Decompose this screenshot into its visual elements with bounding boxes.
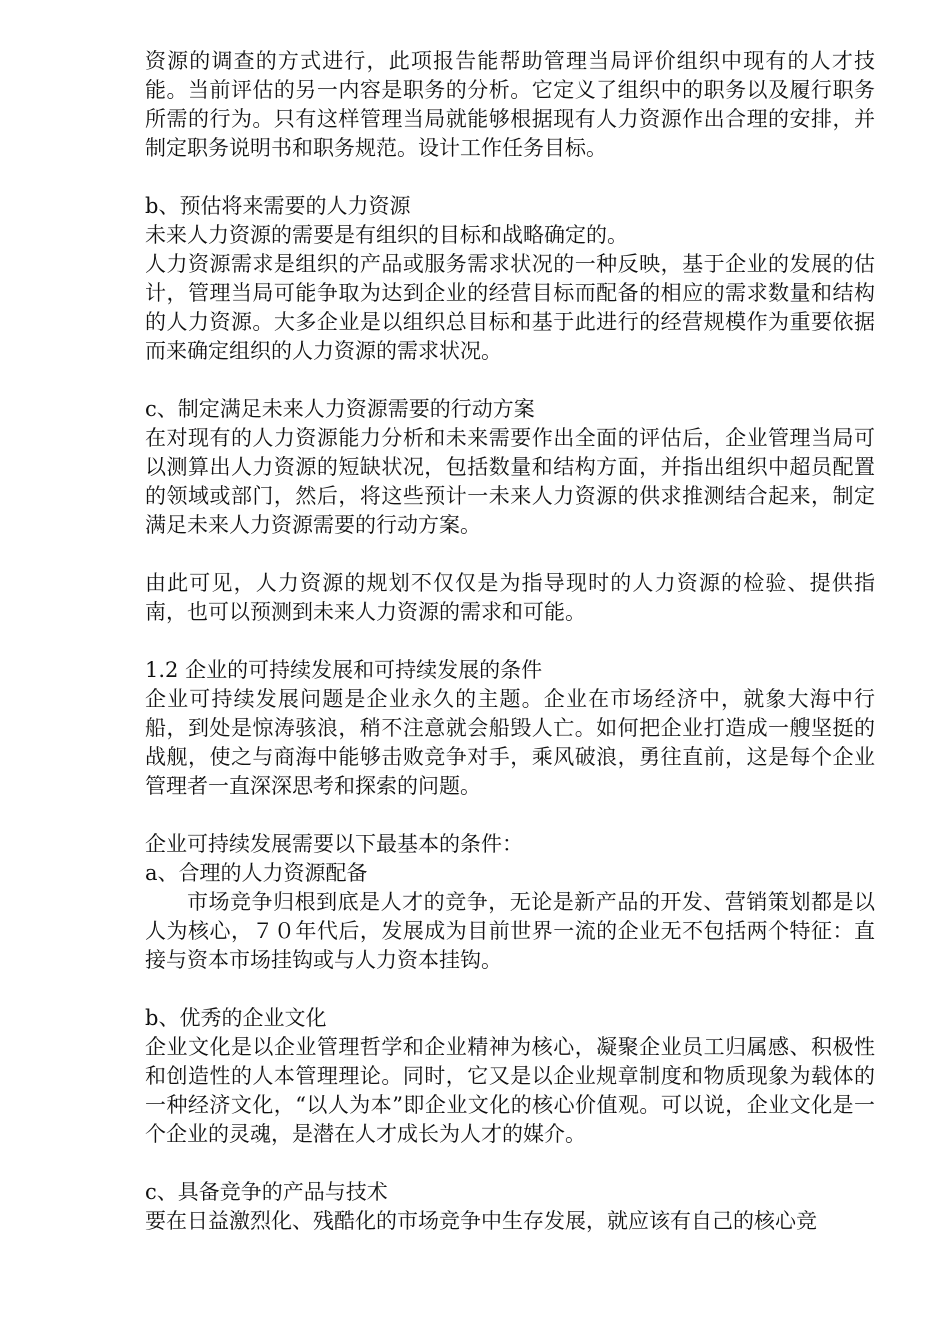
paragraph-core-competence: 要在日益激烈化、残酷化的市场竞争中生存发展，就应该有自己的核心竞 xyxy=(145,1209,817,1233)
paragraph-basic-conditions: 企业可持续发展需要以下最基本的条件： xyxy=(145,832,523,856)
paragraph-talent-assessment: 资源的调查的方式进行，此项报告能帮助管理当局评价组织中现有的人才技能。当前评估的另一内容是职务的分析。它定义了组织中的职务以及履行职务所需的行为。只有这样管理当局就能够根据现有人力资源作出合理的安排，并制定职务说明书和职务规范。设计工作任务目标。 xyxy=(145,49,875,160)
paragraph-gap xyxy=(145,163,875,192)
heading-corporate-culture: b、优秀的企业文化 xyxy=(145,1006,327,1030)
paragraph-corporate-culture: 企业文化是以企业管理哲学和企业精神为核心，凝聚企业员工归属感、积极性和创造性的人本管理理论。同时，它又是以企业规章制度和物质现象为载体的一种经济文化，“以人为本”即企业文化的核心价值观。可以说，企业文化是一个企业的灵魂，是潜在人才成长为人才的媒介。 xyxy=(145,1035,875,1146)
heading-estimate-future-needs: b、预估将来需要的人力资源 xyxy=(145,194,411,218)
paragraph-sustainable-theme: 企业可持续发展问题是企业永久的主题。企业在市场经济中，就象大海中行船，到处是惊涛骇浪，稍不注意就会船毁人亡。如何把企业打造成一艘坚挺的战舰，使之与商海中能够击败竞争对手，乘风破浪，勇往直前，这是每个企业管理者一直深深思考和探索的问题。 xyxy=(145,687,875,798)
paragraph-gap xyxy=(145,627,875,656)
heading-competitive-products: c、具备竞争的产品与技术 xyxy=(145,1180,388,1204)
paragraph-gap xyxy=(145,366,875,395)
heading-action-plan: c、制定满足未来人力资源需要的行动方案 xyxy=(145,397,535,421)
document-page xyxy=(145,47,875,1236)
heading-section-1-2: 1.2 企业的可持续发展和可持续发展的条件 xyxy=(145,658,543,682)
paragraph-gap xyxy=(145,975,875,1004)
paragraph-conclusion: 由此可见，人力资源的规划不仅仅是为指导现时的人力资源的检验、提供指南，也可以预测到未来人力资源的需求和可能。 xyxy=(145,571,875,624)
paragraph-gap xyxy=(145,540,875,569)
paragraph-future-needs-goal: 未来人力资源的需要是有组织的目标和战略确定的。 xyxy=(145,223,628,247)
paragraph-gap xyxy=(145,801,875,830)
paragraph-gap xyxy=(145,1149,875,1178)
paragraph-talent-competition: 市场竞争归根到底是人才的竞争，无论是新产品的开发、营销策划都是以人为核心，７０年代后，发展成为目前世界一流的企业无不包括两个特征：直接与资本市场挂钩或与人力资本挂钩。 xyxy=(145,890,875,972)
paragraph-demand-reflection: 人力资源需求是组织的产品或服务需求状况的一种反映，基于企业的发展的估计，管理当局可能争取为达到企业的经营目标而配备的相应的需求数量和结构的人力资源。大多企业是以组织总目标和基于此进行的经营规模作为重要依据而来确定组织的人力资源的需求状况。 xyxy=(145,252,875,363)
paragraph-action-plan: 在对现有的人力资源能力分析和未来需要作出全面的评估后，企业管理当局可以测算出人力资源的短缺状况，包括数量和结构方面，并指出组织中超员配置的领域或部门，然后，将这些预计一未来人力资源的供求推测结合起来，制定满足未来人力资源需要的行动方案。 xyxy=(145,426,875,537)
heading-hr-allocation: a、合理的人力资源配备 xyxy=(145,861,368,885)
